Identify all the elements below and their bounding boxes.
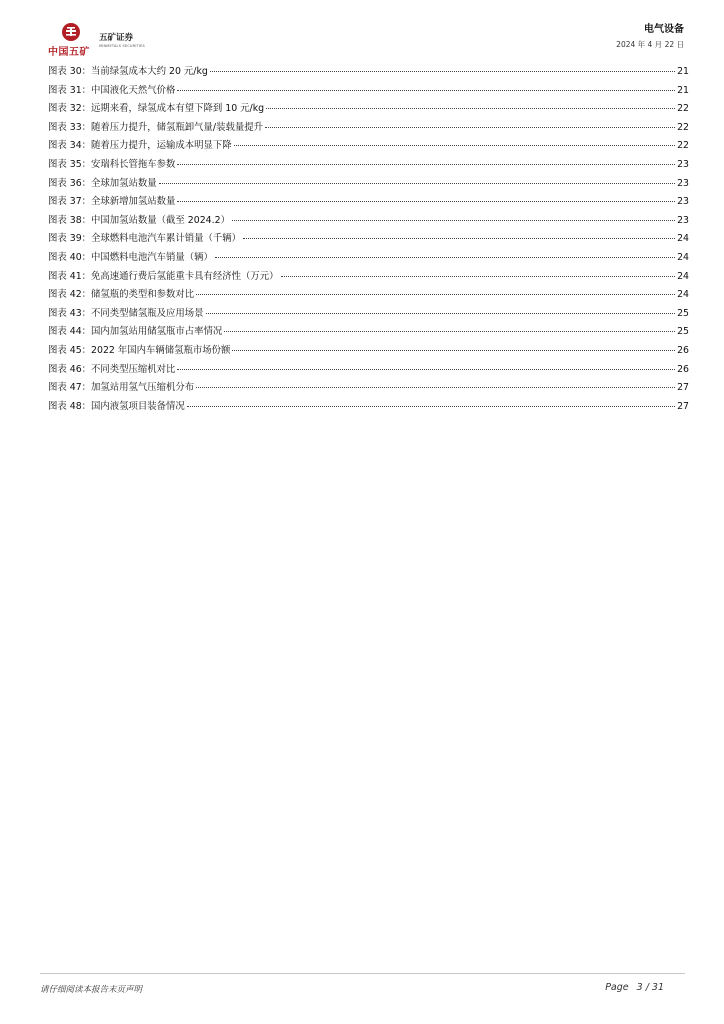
- toc-entry-page: 27: [677, 400, 689, 412]
- toc-dot-leader: [210, 71, 675, 72]
- toc-entry-page: 24: [677, 270, 689, 282]
- toc-entry[interactable]: [48, 119, 689, 138]
- toc-entry[interactable]: [48, 379, 689, 398]
- toc-dot-leader: [196, 294, 675, 295]
- toc-dot-leader: [266, 108, 675, 109]
- toc-dot-leader: [215, 257, 675, 258]
- toc-dot-leader: [177, 164, 675, 165]
- report-date: 2024 年 4 月 22 日: [616, 40, 684, 49]
- securities-name-en: MINMETALS SECURITIES: [99, 44, 145, 48]
- toc-entry-page: 26: [677, 344, 689, 356]
- toc-entry-page: 24: [677, 251, 689, 263]
- toc-entry-page: 27: [677, 382, 689, 394]
- footer-disclaimer: 请仔细阅读本报告末页声明: [40, 985, 143, 995]
- toc-dot-leader: [243, 238, 675, 239]
- toc-entry-page: 22: [677, 121, 689, 133]
- report-category: 电气设备: [644, 24, 684, 35]
- toc-entry-label: 图表 46：不同类型压缩机对比: [48, 363, 176, 375]
- toc-entry[interactable]: [48, 175, 689, 194]
- toc-entry-page: 25: [677, 326, 689, 338]
- toc-entry-label: 图表 43：不同类型储氢瓶及应用场景: [48, 307, 204, 319]
- toc-dot-leader: [177, 369, 675, 370]
- toc-entry-label: 图表 40：中国燃料电池汽车销量（辆）: [48, 251, 213, 263]
- toc-entry[interactable]: [48, 63, 689, 82]
- toc-dot-leader: [196, 387, 675, 388]
- toc-entry[interactable]: [48, 268, 689, 287]
- toc-entry[interactable]: [48, 342, 689, 361]
- toc-entry-label: 图表 42：储氢瓶的类型和参数对比: [48, 289, 195, 301]
- toc-entry[interactable]: [48, 323, 689, 342]
- toc-entry-page: 22: [677, 103, 689, 115]
- toc-entry-page: 25: [677, 307, 689, 319]
- toc-entry-page: 22: [677, 140, 689, 152]
- toc-entry-label: 图表 32：远期来看，绿氢成本有望下降到 10 元/kg: [48, 103, 265, 115]
- toc-entry[interactable]: [48, 100, 689, 119]
- toc-entry[interactable]: [48, 82, 689, 101]
- toc-dot-leader: [224, 331, 675, 332]
- figure-table-of-contents: [48, 63, 689, 416]
- toc-entry-label: 图表 47：加氢站用氢气压缩机分布: [48, 382, 195, 394]
- brand-name-cn: 中国五矿: [48, 47, 90, 58]
- toc-dot-leader: [177, 201, 675, 202]
- toc-entry[interactable]: [48, 156, 689, 175]
- securities-name-cn: 五矿证券: [99, 33, 134, 43]
- toc-dot-leader: [232, 220, 675, 221]
- toc-dot-leader: [177, 90, 675, 91]
- toc-entry-label: 图表 33：随着压力提升，储氢瓶卸气量/装载量提升: [48, 121, 263, 133]
- toc-dot-leader: [281, 276, 676, 277]
- toc-entry-label: 图表 37：全球新增加氢站数量: [48, 196, 176, 208]
- page-word: Page: [605, 982, 629, 993]
- toc-entry-page: 23: [677, 196, 689, 208]
- toc-dot-leader: [232, 350, 675, 351]
- toc-dot-leader: [265, 127, 675, 128]
- toc-entry-label: 图表 36：全球加氢站数量: [48, 177, 157, 189]
- toc-entry-label: 图表 30：当前绿氢成本大约 20 元/kg: [48, 66, 208, 77]
- toc-entry[interactable]: [48, 286, 689, 305]
- page-header: [0, 0, 724, 60]
- toc-entry[interactable]: [48, 249, 689, 268]
- toc-entry-label: 图表 41：免高速通行费后氢能重卡具有经济性（万元）: [48, 270, 279, 282]
- toc-entry-page: 26: [677, 363, 689, 375]
- footer-page-indicator: [605, 982, 664, 993]
- toc-entry-page: 23: [677, 177, 689, 189]
- toc-entry[interactable]: [48, 230, 689, 249]
- toc-entry-label: 图表 48：国内液氢项目装备情况: [48, 400, 185, 412]
- toc-entry[interactable]: [48, 398, 689, 417]
- toc-entry[interactable]: [48, 193, 689, 212]
- footer-divider: [40, 973, 685, 974]
- toc-dot-leader: [206, 313, 676, 314]
- toc-entry[interactable]: [48, 137, 689, 156]
- toc-entry-label: 图表 31：中国液化天然气价格: [48, 84, 176, 96]
- toc-entry-label: 图表 39：全球燃料电池汽车累计销量（千辆）: [48, 233, 242, 245]
- toc-dot-leader: [159, 183, 675, 184]
- toc-entry-page: 24: [677, 289, 689, 301]
- toc-entry-page: 23: [677, 158, 689, 170]
- toc-entry-page: 21: [677, 66, 689, 77]
- toc-entry-label: 图表 34：随着压力提升，运输成本明显下降: [48, 140, 232, 152]
- toc-entry-page: 23: [677, 214, 689, 226]
- toc-entry[interactable]: [48, 361, 689, 380]
- toc-entry[interactable]: [48, 212, 689, 231]
- toc-entry-label: 图表 44：国内加氢站用储氢瓶市占率情况: [48, 326, 223, 338]
- toc-entry[interactable]: [48, 305, 689, 324]
- minmetals-emblem-icon: [61, 22, 81, 42]
- toc-dot-leader: [187, 406, 675, 407]
- toc-entry-page: 21: [677, 84, 689, 96]
- toc-entry-label: 图表 38：中国加氢站数量（截至 2024.2）: [48, 214, 230, 226]
- china-minmetals-logo: [48, 22, 94, 56]
- securities-logo: [99, 31, 145, 48]
- toc-dot-leader: [234, 145, 675, 146]
- toc-entry-label: 图表 45：2022 年国内车辆储氢瓶市场份额: [48, 344, 231, 356]
- page-number: 3 / 31: [636, 982, 664, 993]
- toc-entry-page: 24: [677, 233, 689, 245]
- toc-entry-label: 图表 35：安瑞科长管拖车参数: [48, 158, 176, 170]
